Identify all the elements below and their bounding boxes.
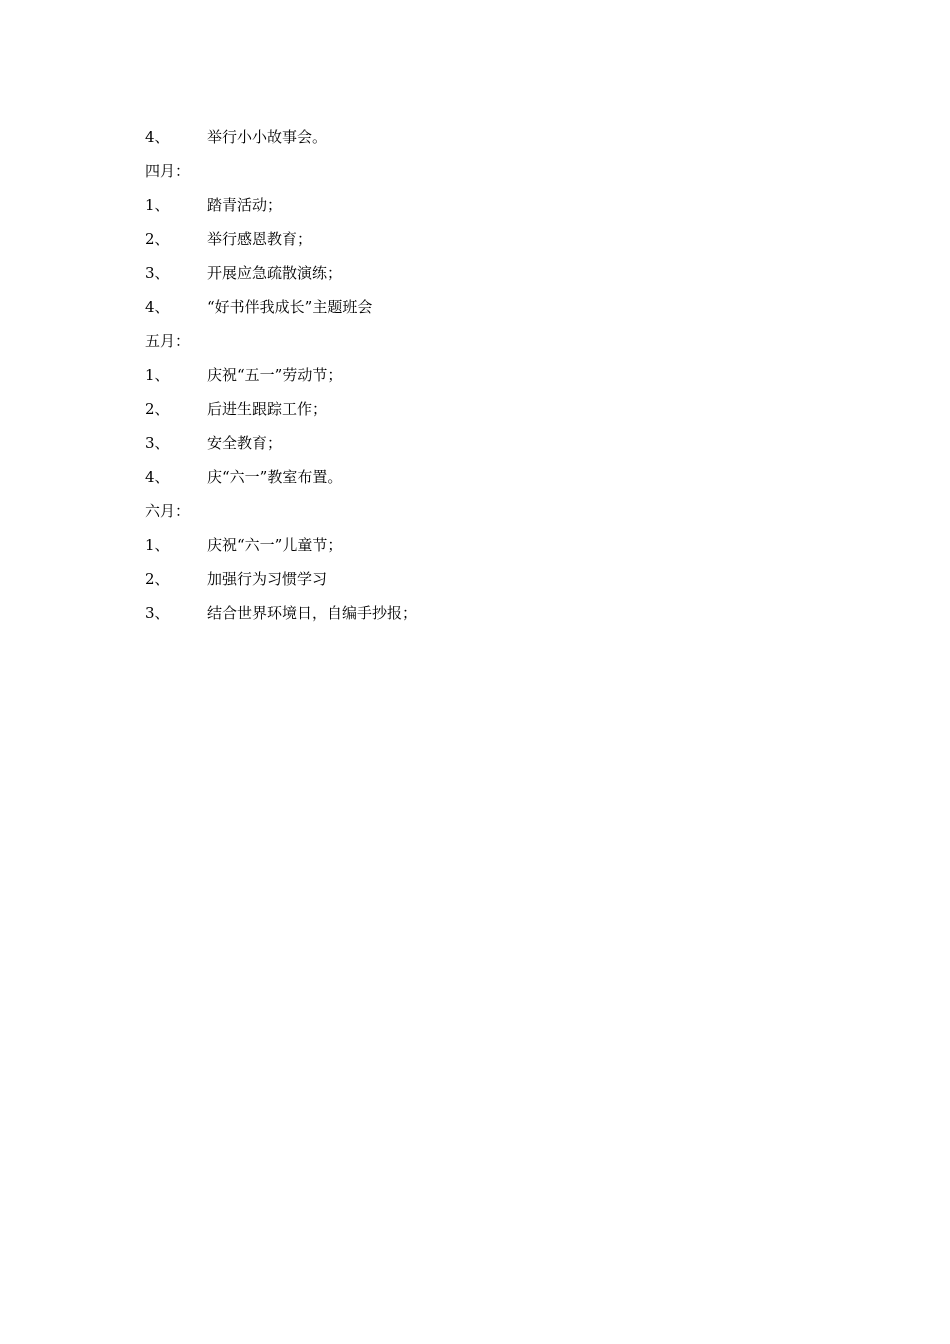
month-heading: [145, 154, 845, 188]
document-content: [145, 120, 845, 630]
item-number: 4、: [145, 298, 170, 316]
list-item: [145, 392, 845, 426]
list-item: [145, 562, 845, 596]
list-item: [145, 596, 845, 630]
list-item: [145, 120, 845, 154]
item-text: 举行小小故事会。: [207, 128, 328, 146]
list-item: [145, 460, 845, 494]
list-item: [145, 256, 845, 290]
month-label: 六月：: [145, 502, 191, 520]
item-text: 庆祝“五一”劳动节；: [207, 366, 343, 384]
list-item: [145, 528, 845, 562]
item-number: 4、: [145, 128, 170, 146]
item-number: 3、: [145, 434, 170, 452]
list-item: [145, 358, 845, 392]
list-item: [145, 222, 845, 256]
item-text: 庆祝“六一”儿童节；: [207, 536, 343, 554]
item-text: “好书伴我成长”主题班会: [207, 298, 373, 316]
month-label: 四月：: [145, 162, 191, 180]
item-text: 庆“六一”教室布置。: [207, 468, 343, 486]
item-text: 踏青活动；: [207, 196, 283, 214]
month-heading: [145, 494, 845, 528]
item-text: 安全教育；: [207, 434, 283, 452]
list-item: [145, 188, 845, 222]
item-text: 后进生跟踪工作；: [207, 400, 328, 418]
item-text: 开展应急疏散演练；: [207, 264, 343, 282]
item-text: 结合世界环境日，自编手抄报；: [207, 604, 418, 622]
list-item: [145, 290, 845, 324]
list-item: [145, 426, 845, 460]
item-number: 4、: [145, 468, 170, 486]
item-number: 1、: [145, 366, 170, 384]
item-number: 3、: [145, 604, 170, 622]
item-number: 1、: [145, 196, 170, 214]
item-number: 3、: [145, 264, 170, 282]
month-label: 五月：: [145, 332, 191, 350]
item-number: 1、: [145, 536, 170, 554]
item-text: 加强行为习惯学习: [207, 570, 328, 588]
item-number: 2、: [145, 570, 170, 588]
month-heading: [145, 324, 845, 358]
item-text: 举行感恩教育；: [207, 230, 313, 248]
item-number: 2、: [145, 400, 170, 418]
item-number: 2、: [145, 230, 170, 248]
